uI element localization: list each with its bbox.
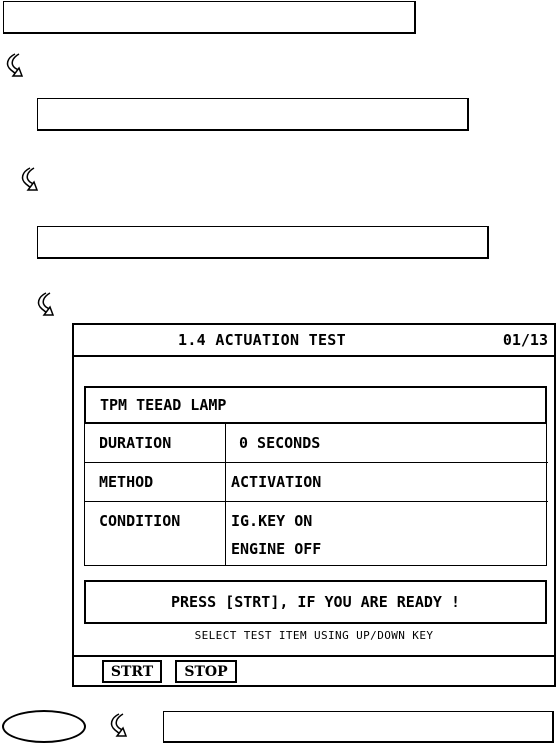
start-button[interactable]: STRT	[102, 660, 162, 683]
test-item-name[interactable]: TPM TEEAD LAMP	[84, 386, 547, 424]
return-arrow-icon	[107, 712, 133, 740]
screen-title: 1.4 ACTUATION TEST	[178, 331, 346, 349]
page-counter: 01/13	[502, 331, 548, 349]
softkey-bar	[74, 655, 554, 685]
step-2-field	[37, 98, 469, 131]
step-1-field	[3, 1, 416, 34]
navigation-hint: SELECT TEST ITEM USING UP/DOWN KEY	[194, 629, 434, 642]
duration-label: DURATION	[99, 434, 172, 452]
stop-button[interactable]: STOP	[175, 660, 237, 683]
step-3-field	[37, 226, 489, 259]
title-bar	[74, 325, 554, 357]
terminator-oval	[2, 710, 86, 743]
method-value: ACTIVATION	[231, 473, 322, 491]
condition-value-1: IG.KEY ON	[231, 512, 313, 530]
return-arrow-icon	[18, 166, 44, 194]
condition-label: CONDITION	[99, 512, 181, 530]
ready-prompt: PRESS [STRT], IF YOU ARE READY !	[84, 580, 547, 624]
step-4-field	[163, 711, 554, 743]
test-detail-table	[84, 424, 547, 566]
duration-value: 0 SECONDS	[239, 434, 321, 452]
condition-value-2: ENGINE OFF	[231, 540, 322, 558]
return-arrow-icon	[34, 291, 60, 319]
scan-tool-screen	[72, 323, 556, 687]
return-arrow-icon	[3, 52, 29, 80]
method-label: METHOD	[99, 473, 154, 491]
